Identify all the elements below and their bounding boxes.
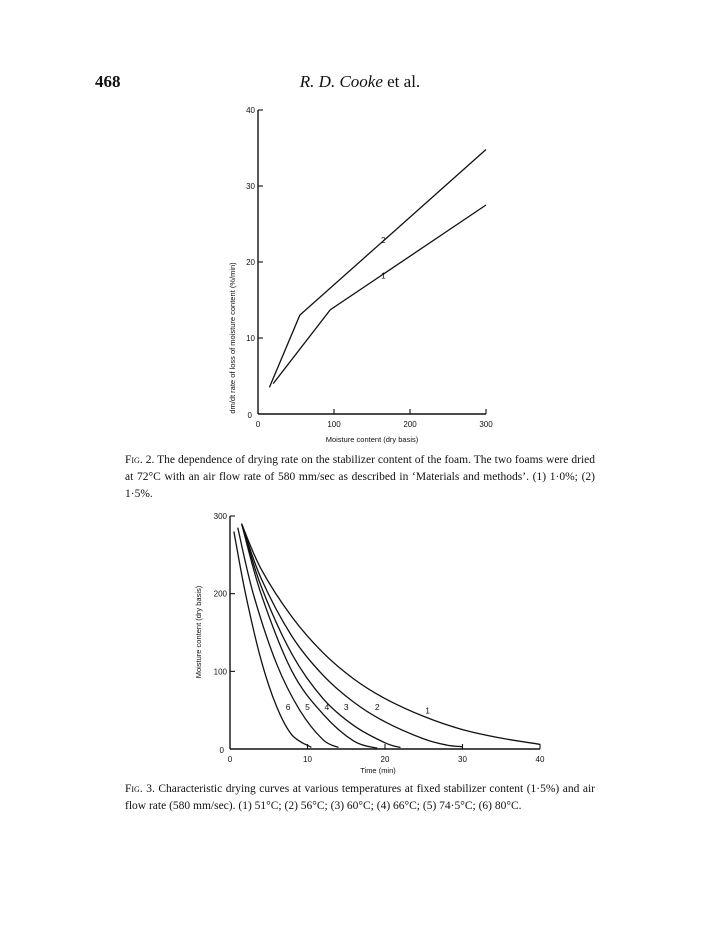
- running-head: [0, 72, 720, 92]
- fig3-x-tick-label: 10: [303, 755, 312, 764]
- fig3-axes: [230, 516, 540, 749]
- fig3-series-1-label: 1: [425, 705, 430, 716]
- fig2-series-2-line: [269, 150, 486, 388]
- fig3-origin-label: 0: [219, 746, 224, 755]
- fig3-x-tick-label: 20: [380, 755, 390, 764]
- fig2-series-1-line: [273, 205, 486, 384]
- fig2-ticks: [246, 106, 493, 429]
- fig3-y-axis-label: Moisture content (dry basis): [194, 585, 203, 679]
- fig3-x-tick-label: 30: [458, 755, 467, 764]
- fig2-lines: [269, 150, 486, 388]
- fig3-y-tick-label: 300: [213, 512, 227, 521]
- fig2-origin-label: 0: [247, 411, 252, 420]
- figure-3-caption-text: Characteristic drying curves at various temperatures at fixed stabilizer content (1·5%) and air flow rate (580 mm/sec). (1) 51°C; (2) 56°C; (3) 60°C; (4) 66°C; (5) 74·5°C; (6) 80°C.: [125, 783, 595, 812]
- fig2-x-tick-label: 0: [255, 420, 261, 429]
- fig2-axes: [258, 110, 486, 414]
- fig3-series-2-label: 2: [374, 702, 380, 713]
- fig3-series-5-label: 5: [305, 702, 310, 713]
- fig3-series-3-line: [242, 524, 401, 748]
- figure-3-caption-label: Fig. 3.: [125, 783, 155, 795]
- fig2-y-tick-label: 40: [246, 106, 255, 115]
- fig3-y-tick-label: 100: [213, 667, 227, 677]
- running-head-et-al: et al.: [382, 72, 421, 91]
- fig3-x-tick-label: 40: [535, 755, 545, 764]
- figure-2-caption: [125, 452, 595, 503]
- figure-3-caption: [125, 781, 595, 815]
- fig3-series-4-line: [242, 524, 378, 748]
- fig2-x-tick-label: 200: [403, 420, 417, 429]
- fig2-x-axis-label: Moisture content (dry basis): [325, 435, 419, 444]
- fig3-series-4-label: 4: [324, 702, 330, 713]
- running-head-authors: R. D. Cooke: [299, 72, 383, 91]
- page-number: 468: [95, 72, 121, 91]
- fig3-y-tick-label: 200: [213, 589, 227, 599]
- fig2-y-tick-label: 10: [246, 334, 255, 343]
- fig2-y-tick-label: 30: [246, 182, 255, 191]
- figure-2-chart: [0, 90, 720, 450]
- fig3-lines: [234, 524, 540, 748]
- figure-2-caption-text: The dependence of drying rate on the stabilizer content of the foam. The two foams were dried at 72°C with an air flow rate of 580 mm/sec as described in ‘Materials and methods’. (1) 1·0%; (2) 1·5%.: [125, 454, 595, 500]
- fig2-y-axis-label: dm/dt rate of loss of moisture content (%/min): [228, 262, 237, 414]
- figure-3-chart: [0, 505, 720, 780]
- fig3-x-tick-label: 0: [227, 755, 233, 764]
- fig3-x-axis-label: Time (min): [360, 766, 396, 775]
- fig2-x-tick-label: 300: [479, 420, 493, 429]
- fig3-series-3-label: 3: [343, 702, 349, 713]
- fig3-series-6-label: 6: [285, 702, 291, 713]
- fig2-series-2-label: 2: [381, 235, 386, 245]
- figure-2-caption-label: Fig. 2.: [125, 454, 155, 466]
- fig3-ticks: [214, 512, 545, 764]
- fig2-series-1-label: 1: [381, 270, 386, 281]
- fig2-x-tick-label: 100: [327, 420, 341, 429]
- fig2-y-tick-label: 20: [246, 258, 255, 267]
